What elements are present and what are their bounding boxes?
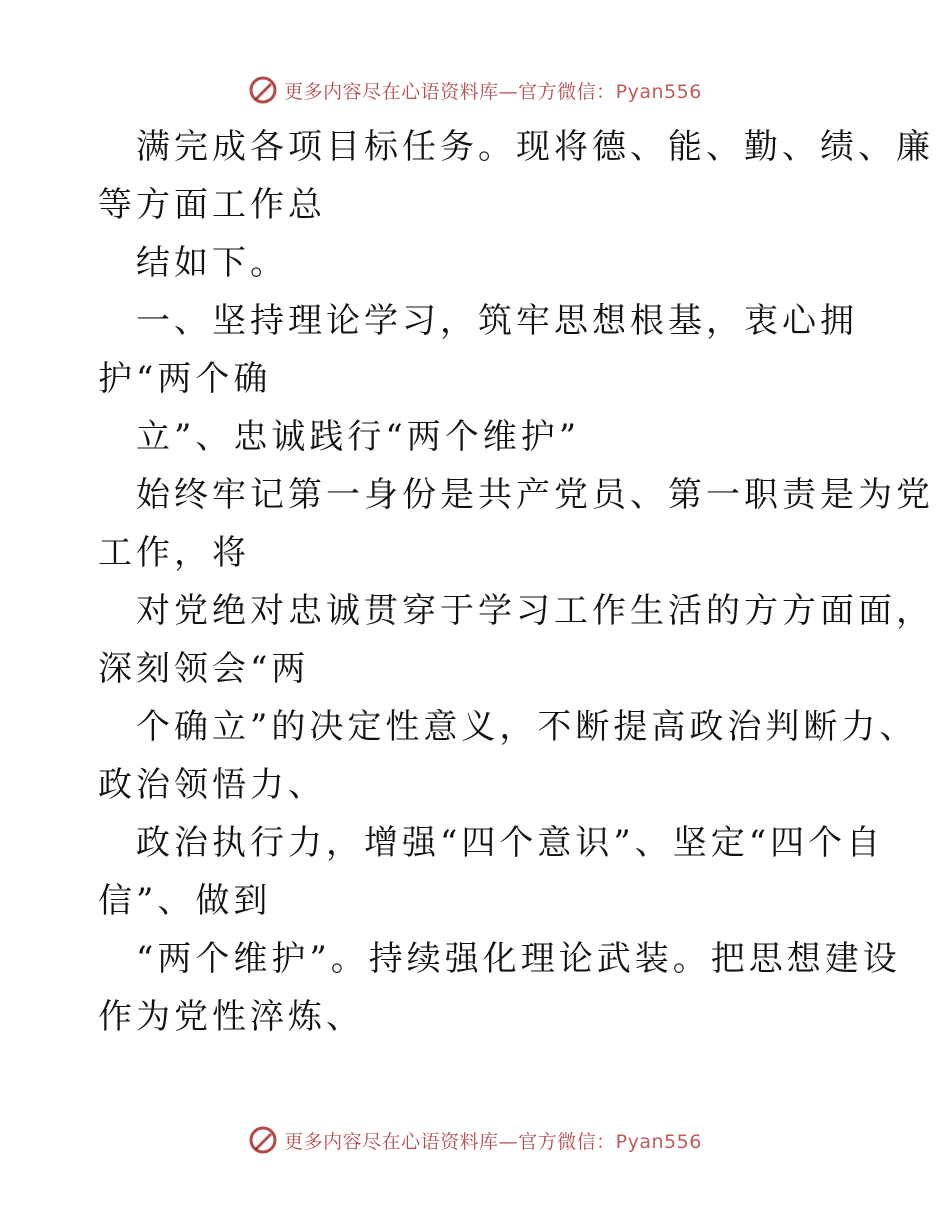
text-line: 政治执行力，增强“四个意识”、坚定“四个自 bbox=[136, 823, 885, 863]
text-line: 政治领悟力、 bbox=[98, 765, 326, 805]
watermark-text: 更多内容尽在心语资料库—官方微信：Pyan556 bbox=[284, 1130, 702, 1153]
text-line: 对党绝对忠诚贯穿于学习工作生活的方方面面， bbox=[136, 591, 934, 631]
text-line: “两个维护”。持续强化理论武装。把思想建设 bbox=[136, 939, 901, 979]
document-body bbox=[98, 118, 934, 1046]
text-line: 结如下。 bbox=[136, 243, 288, 283]
text-line: 始终牢记第一身份是共产党员、第一职责是为党 bbox=[136, 475, 934, 515]
watermark-wechat-id: Pyan556 bbox=[615, 80, 702, 103]
pen-logo-icon bbox=[248, 1125, 278, 1155]
text-line: 立”、忠诚践行“两个维护” bbox=[136, 417, 581, 457]
text-line: 个确立”的决定性意义，不断提高政治判断力、 bbox=[136, 707, 918, 747]
watermark-text: 更多内容尽在心语资料库—官方微信：Pyan556 bbox=[284, 80, 702, 103]
header-watermark bbox=[0, 70, 950, 110]
text-line: 作为党性淬炼、 bbox=[98, 997, 364, 1037]
text-line: 工作，将 bbox=[98, 533, 250, 573]
text-line: 满完成各项目标任务。现将德、能、勤、绩、廉 bbox=[136, 127, 934, 167]
text-line: 深刻领会“两 bbox=[98, 649, 310, 689]
text-line: 信”、做到 bbox=[98, 881, 272, 921]
footer-watermark bbox=[0, 1120, 950, 1160]
text-line: 一、坚持理论学习，筑牢思想根基，衷心拥 bbox=[136, 301, 858, 341]
pen-logo-icon bbox=[248, 75, 278, 105]
text-line: 护“两个确 bbox=[98, 359, 272, 399]
text-line: 等方面工作总 bbox=[98, 185, 326, 225]
watermark-wechat-id: Pyan556 bbox=[615, 1130, 702, 1153]
